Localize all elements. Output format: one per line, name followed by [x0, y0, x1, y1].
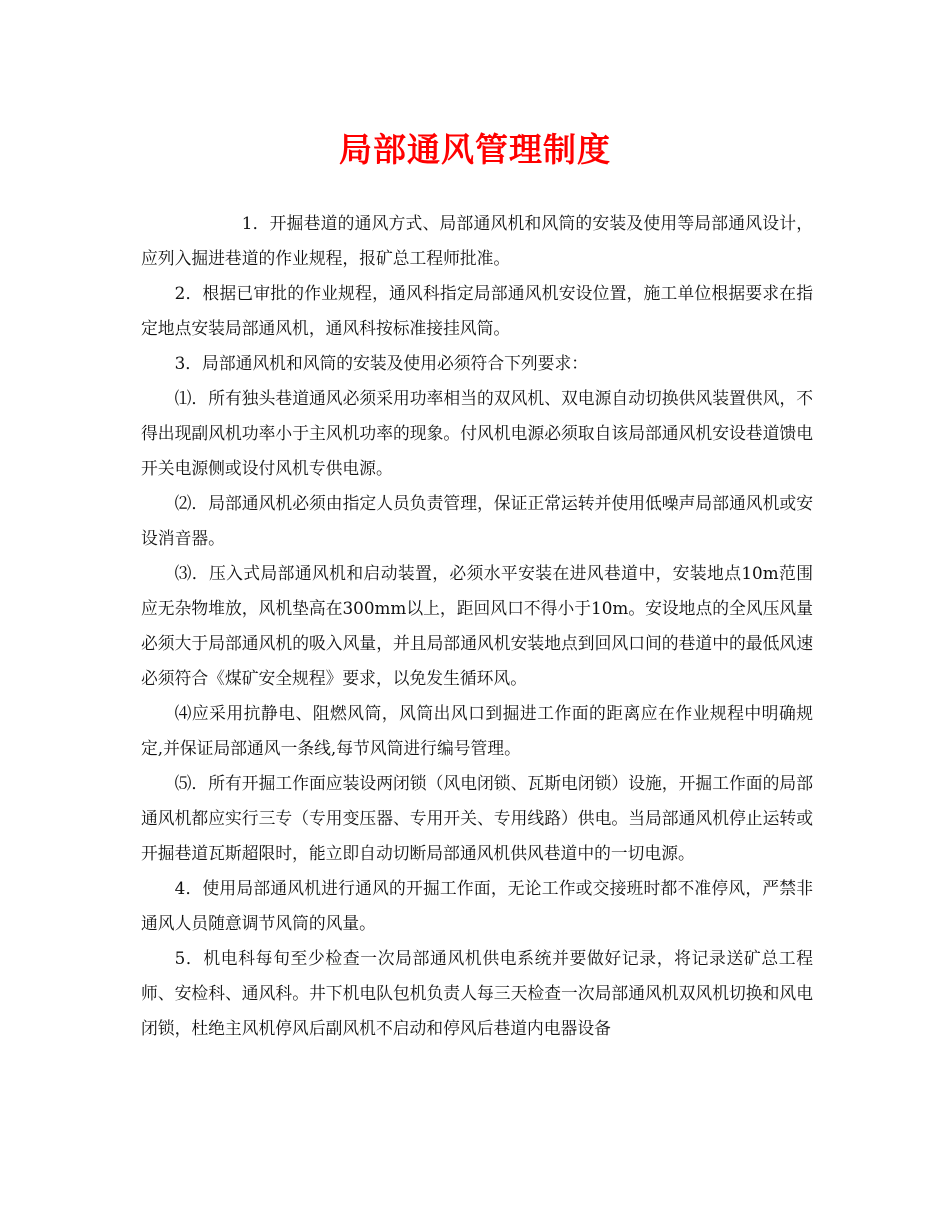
- paragraph-3-item-2: ⑵．局部通风机必须由指定人员负责管理，保证正常运转并使用低噪声局部通风机或安设消音器。: [141, 493, 813, 548]
- paragraph-5: 5．机电科每旬至少检查一次局部通风机供电系统并要做好记录，将记录送矿总工程师、安检科、通风科。井下机电队包机负责人每三天检查一次局部通风机双风机切换和风电闭锁，杜绝主风机停风后副风机不启动和停风后巷道内电器设备: [141, 948, 813, 1038]
- document-body: [141, 206, 813, 1046]
- paragraph-3-item-3: ⑶．压入式局部通风机和启动装置，必须水平安装在进风巷道中，安装地点10m范围应无杂物堆放，风机垫高在300mm以上，距回风口不得小于10m。安设地点的全风压风量必须大于局部通风机的吸入风量，并且局部通风机安装地点到回风口间的巷道中的最低风速必须符合《煤矿安全规程》要求，以免发生循环风。: [141, 563, 813, 688]
- paragraph-3: 3．局部通风机和风筒的安装及使用必须符合下列要求：: [174, 353, 589, 373]
- paragraph-1: 1．开掘巷道的通风方式、局部通风机和风筒的安装及使用等局部通风设计，应列入掘进巷道的作业规程，报矿总工程师批准。: [141, 213, 813, 268]
- paragraph-3-item-4: ⑷应采用抗静电、阻燃风筒，风筒出风口到掘进工作面的距离应在作业规程中明确规定,并保证局部通风一条线,每节风筒进行编号管理。: [141, 703, 813, 758]
- paragraph-2: 2．根据已审批的作业规程，通风科指定局部通风机安设位置，施工单位根据要求在指定地点安装局部通风机，通风科按标准接挂风筒。: [141, 283, 813, 338]
- document-title: 局部通风管理制度: [339, 130, 611, 169]
- paragraph-3-item-1: ⑴．所有独头巷道通风必须采用功率相当的双风机、双电源自动切换供风装置供风，不得出现副风机功率小于主风机功率的现象。付风机电源必须取自该局部通风机安设巷道馈电开关电源侧或设付风机专供电源。: [141, 388, 813, 478]
- paragraph-4: 4．使用局部通风机进行通风的开掘工作面，无论工作或交接班时都不准停风，严禁非通风人员随意调节风筒的风量。: [141, 878, 813, 933]
- paragraph-3-item-5: ⑸．所有开掘工作面应装设两闭锁（风电闭锁、瓦斯电闭锁）设施，开掘工作面的局部通风机都应实行三专（专用变压器、专用开关、专用线路）供电。当局部通风机停止运转或开掘巷道瓦斯超限时，能立即自动切断局部通风机供风巷道中的一切电源。: [141, 773, 813, 863]
